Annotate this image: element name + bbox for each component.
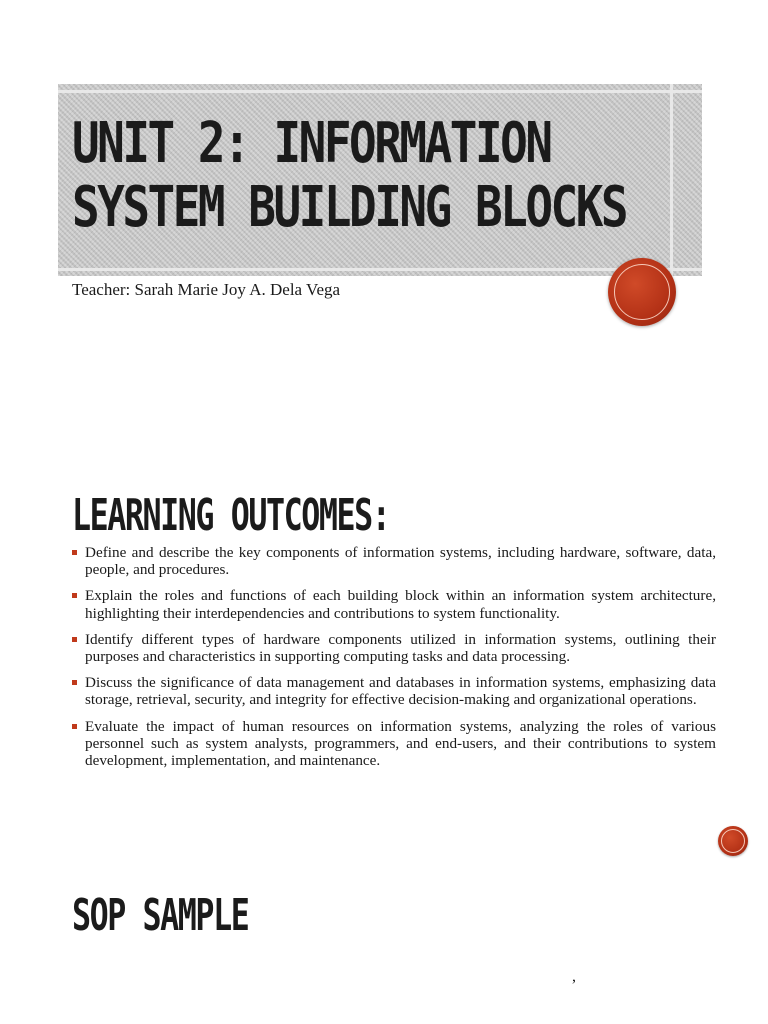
list-item xyxy=(72,718,716,770)
banner-vertical-line xyxy=(670,84,673,276)
bullet-icon xyxy=(72,637,77,642)
list-item xyxy=(72,544,716,578)
banner-bottom-line xyxy=(58,268,702,271)
list-item-text: Explain the roles and functions of each building block within an information system architecture, highlighting their interdependencies and contributions to system functionality. xyxy=(85,587,716,622)
title-line-2: SYSTEM BUILDING BLOCKS xyxy=(72,175,627,240)
decorative-circle-small xyxy=(718,826,748,856)
decorative-circle-large xyxy=(608,258,676,326)
bullet-icon xyxy=(72,550,77,555)
teacher-name: Teacher: Sarah Marie Joy A. Dela Vega xyxy=(72,280,341,299)
bullet-icon xyxy=(72,593,77,598)
list-item xyxy=(72,631,716,665)
list-item xyxy=(72,674,716,708)
list-item-text: Identify different types of hardware components utilized in information systems, outlining their purposes and characteristics in supporting computing tasks and data processing. xyxy=(85,630,716,666)
learning-outcomes-list xyxy=(72,544,716,778)
bullet-icon xyxy=(72,724,77,729)
title-line-1: UNIT 2: INFORMATION xyxy=(72,111,551,176)
bullet-icon xyxy=(72,680,77,685)
learning-outcomes-heading: LEARNING OUTCOMES: xyxy=(72,490,390,541)
list-item-text: Define and describe the key components of information systems, including hardware, software, data, people, and procedures. xyxy=(85,544,716,579)
stray-comma: , xyxy=(572,968,576,985)
page-title xyxy=(72,111,627,240)
list-item-text: Discuss the significance of data management and databases in information systems, emphasizing data storage, retrieval, security, and integrity for effective decision-making and organizational operations. xyxy=(85,674,716,709)
banner-top-line xyxy=(58,90,702,93)
list-item-text: Evaluate the impact of human resources on information systems, analyzing the roles of various personnel such as system analysts, programmers, and end-users, and their contributions to system development, implementation, and maintenance. xyxy=(85,717,716,770)
list-item xyxy=(72,587,716,621)
sop-sample-heading: SOP SAMPLE xyxy=(72,890,249,941)
